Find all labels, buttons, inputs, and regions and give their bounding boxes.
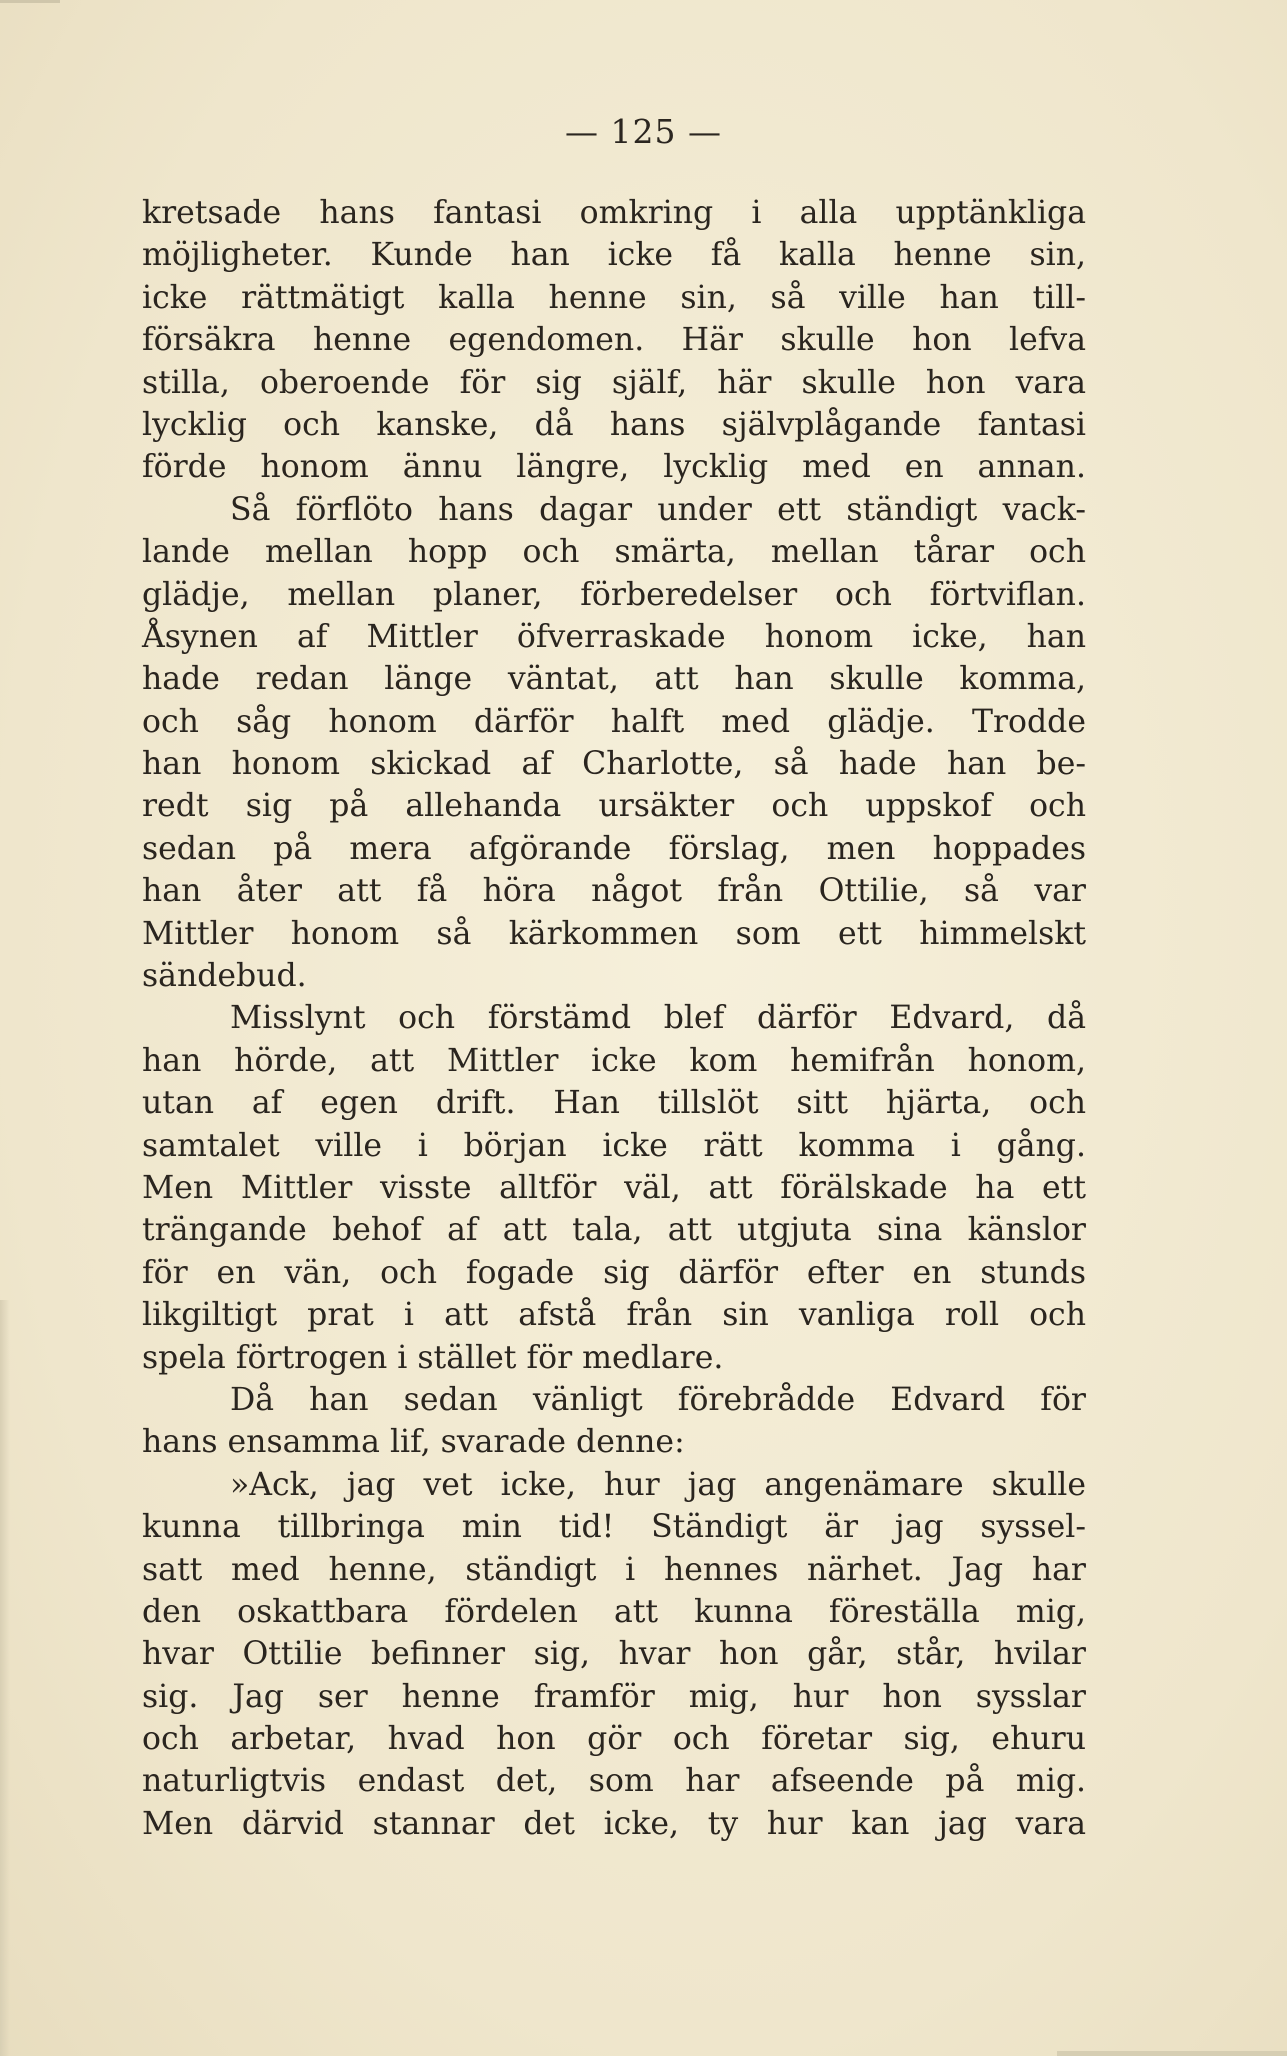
text-line: möjligheter. Kunde han icke få kalla henne sin, xyxy=(142,237,1086,274)
body-text xyxy=(142,192,1086,1845)
text-line: han honom skickad af Charlotte, så hade han be- xyxy=(142,746,1086,783)
text-line: Misslynt och förstämd blef därför Edvard, då xyxy=(230,1000,1086,1037)
page-number: — 125 — xyxy=(565,112,722,151)
text-line: och arbetar, hvad hon gör och företar sig, ehuru xyxy=(142,1721,1086,1758)
scan-edge-mark xyxy=(0,0,60,3)
text-line: Men Mittler visste alltför väl, att förälskade ha ett xyxy=(142,1169,1086,1206)
page-binding-shadow xyxy=(0,1300,10,2056)
text-line: för en vän, och fogade sig därför efter en stunds xyxy=(142,1254,1086,1291)
text-line: Mittler honom så kärkommen som ett himmelskt xyxy=(142,915,1086,952)
text-line: kretsade hans fantasi omkring i alla upptänkliga xyxy=(142,195,1086,231)
scan-edge-mark-bottom xyxy=(1057,2051,1287,2056)
text-line: icke rättmätigt kalla henne sin, så ville han till- xyxy=(142,279,1086,316)
text-line: spela förtrogen i stället för medlare. xyxy=(142,1339,724,1376)
text-line: och såg honom därför halft med glädje. Trodde xyxy=(142,703,1086,740)
text-line: samtalet ville i början icke rätt komma i gång. xyxy=(142,1127,1086,1164)
text-line: satt med henne, ständigt i hennes närhet. Jag har xyxy=(142,1551,1086,1588)
text-line: lande mellan hopp och smärta, mellan tårar och xyxy=(142,534,1086,571)
text-line: »Ack, jag vet icke, hur jag angenämare skulle xyxy=(230,1466,1086,1503)
text-line: Så förflöto hans dagar under ett ständigt vack- xyxy=(230,491,1086,528)
text-line: Men därvid stannar det icke, ty hur kan jag vara xyxy=(142,1805,1086,1842)
text-line: han hörde, att Mittler icke kom hemifrån honom, xyxy=(142,1042,1086,1079)
text-line: Då han sedan vänligt förebrådde Edvard för xyxy=(230,1381,1086,1418)
text-line: förde honom ännu längre, lycklig med en annan. xyxy=(142,449,1086,486)
text-line: naturligtvis endast det, som har afseende på mig. xyxy=(142,1763,1086,1800)
text-line: hade redan länge väntat, att han skulle komma, xyxy=(142,661,1086,698)
text-line: den oskattbara fördelen att kunna föreställa mig, xyxy=(142,1593,1086,1630)
text-line: kunna tillbringa min tid! Ständigt är jag syssel- xyxy=(142,1509,1086,1546)
text-line: glädje, mellan planer, förberedelser och förtviflan. xyxy=(142,576,1086,613)
text-line: sändebud. xyxy=(142,958,307,995)
text-line: sig. Jag ser henne framför mig, hur hon sysslar xyxy=(142,1678,1086,1715)
text-line: trängande behof af att tala, att utgjuta sina känslor xyxy=(142,1212,1086,1249)
text-line: Åsynen af Mittler öfverraskade honom icke, han xyxy=(142,618,1086,655)
text-line: sedan på mera afgörande förslag, men hoppades xyxy=(142,830,1086,867)
text-line: hvar Ottilie befinner sig, hvar hon går, står, hvilar xyxy=(142,1636,1086,1673)
text-line: redt sig på allehanda ursäkter och uppskof och xyxy=(142,788,1086,825)
text-line: lycklig och kanske, då hans självplågande fantasi xyxy=(142,406,1086,443)
text-line: försäkra henne egendomen. Här skulle hon lefva xyxy=(142,322,1086,359)
text-line: utan af egen drift. Han tillslöt sitt hjärta, och xyxy=(142,1085,1086,1122)
text-line: stilla, oberoende för sig själf, här skulle hon vara xyxy=(142,364,1086,401)
text-line: hans ensamma lif, svarade denne: xyxy=(142,1424,685,1461)
text-line: likgiltigt prat i att afstå från sin vanliga roll och xyxy=(142,1297,1086,1334)
text-line: han åter att få höra något från Ottilie, så var xyxy=(142,873,1086,910)
